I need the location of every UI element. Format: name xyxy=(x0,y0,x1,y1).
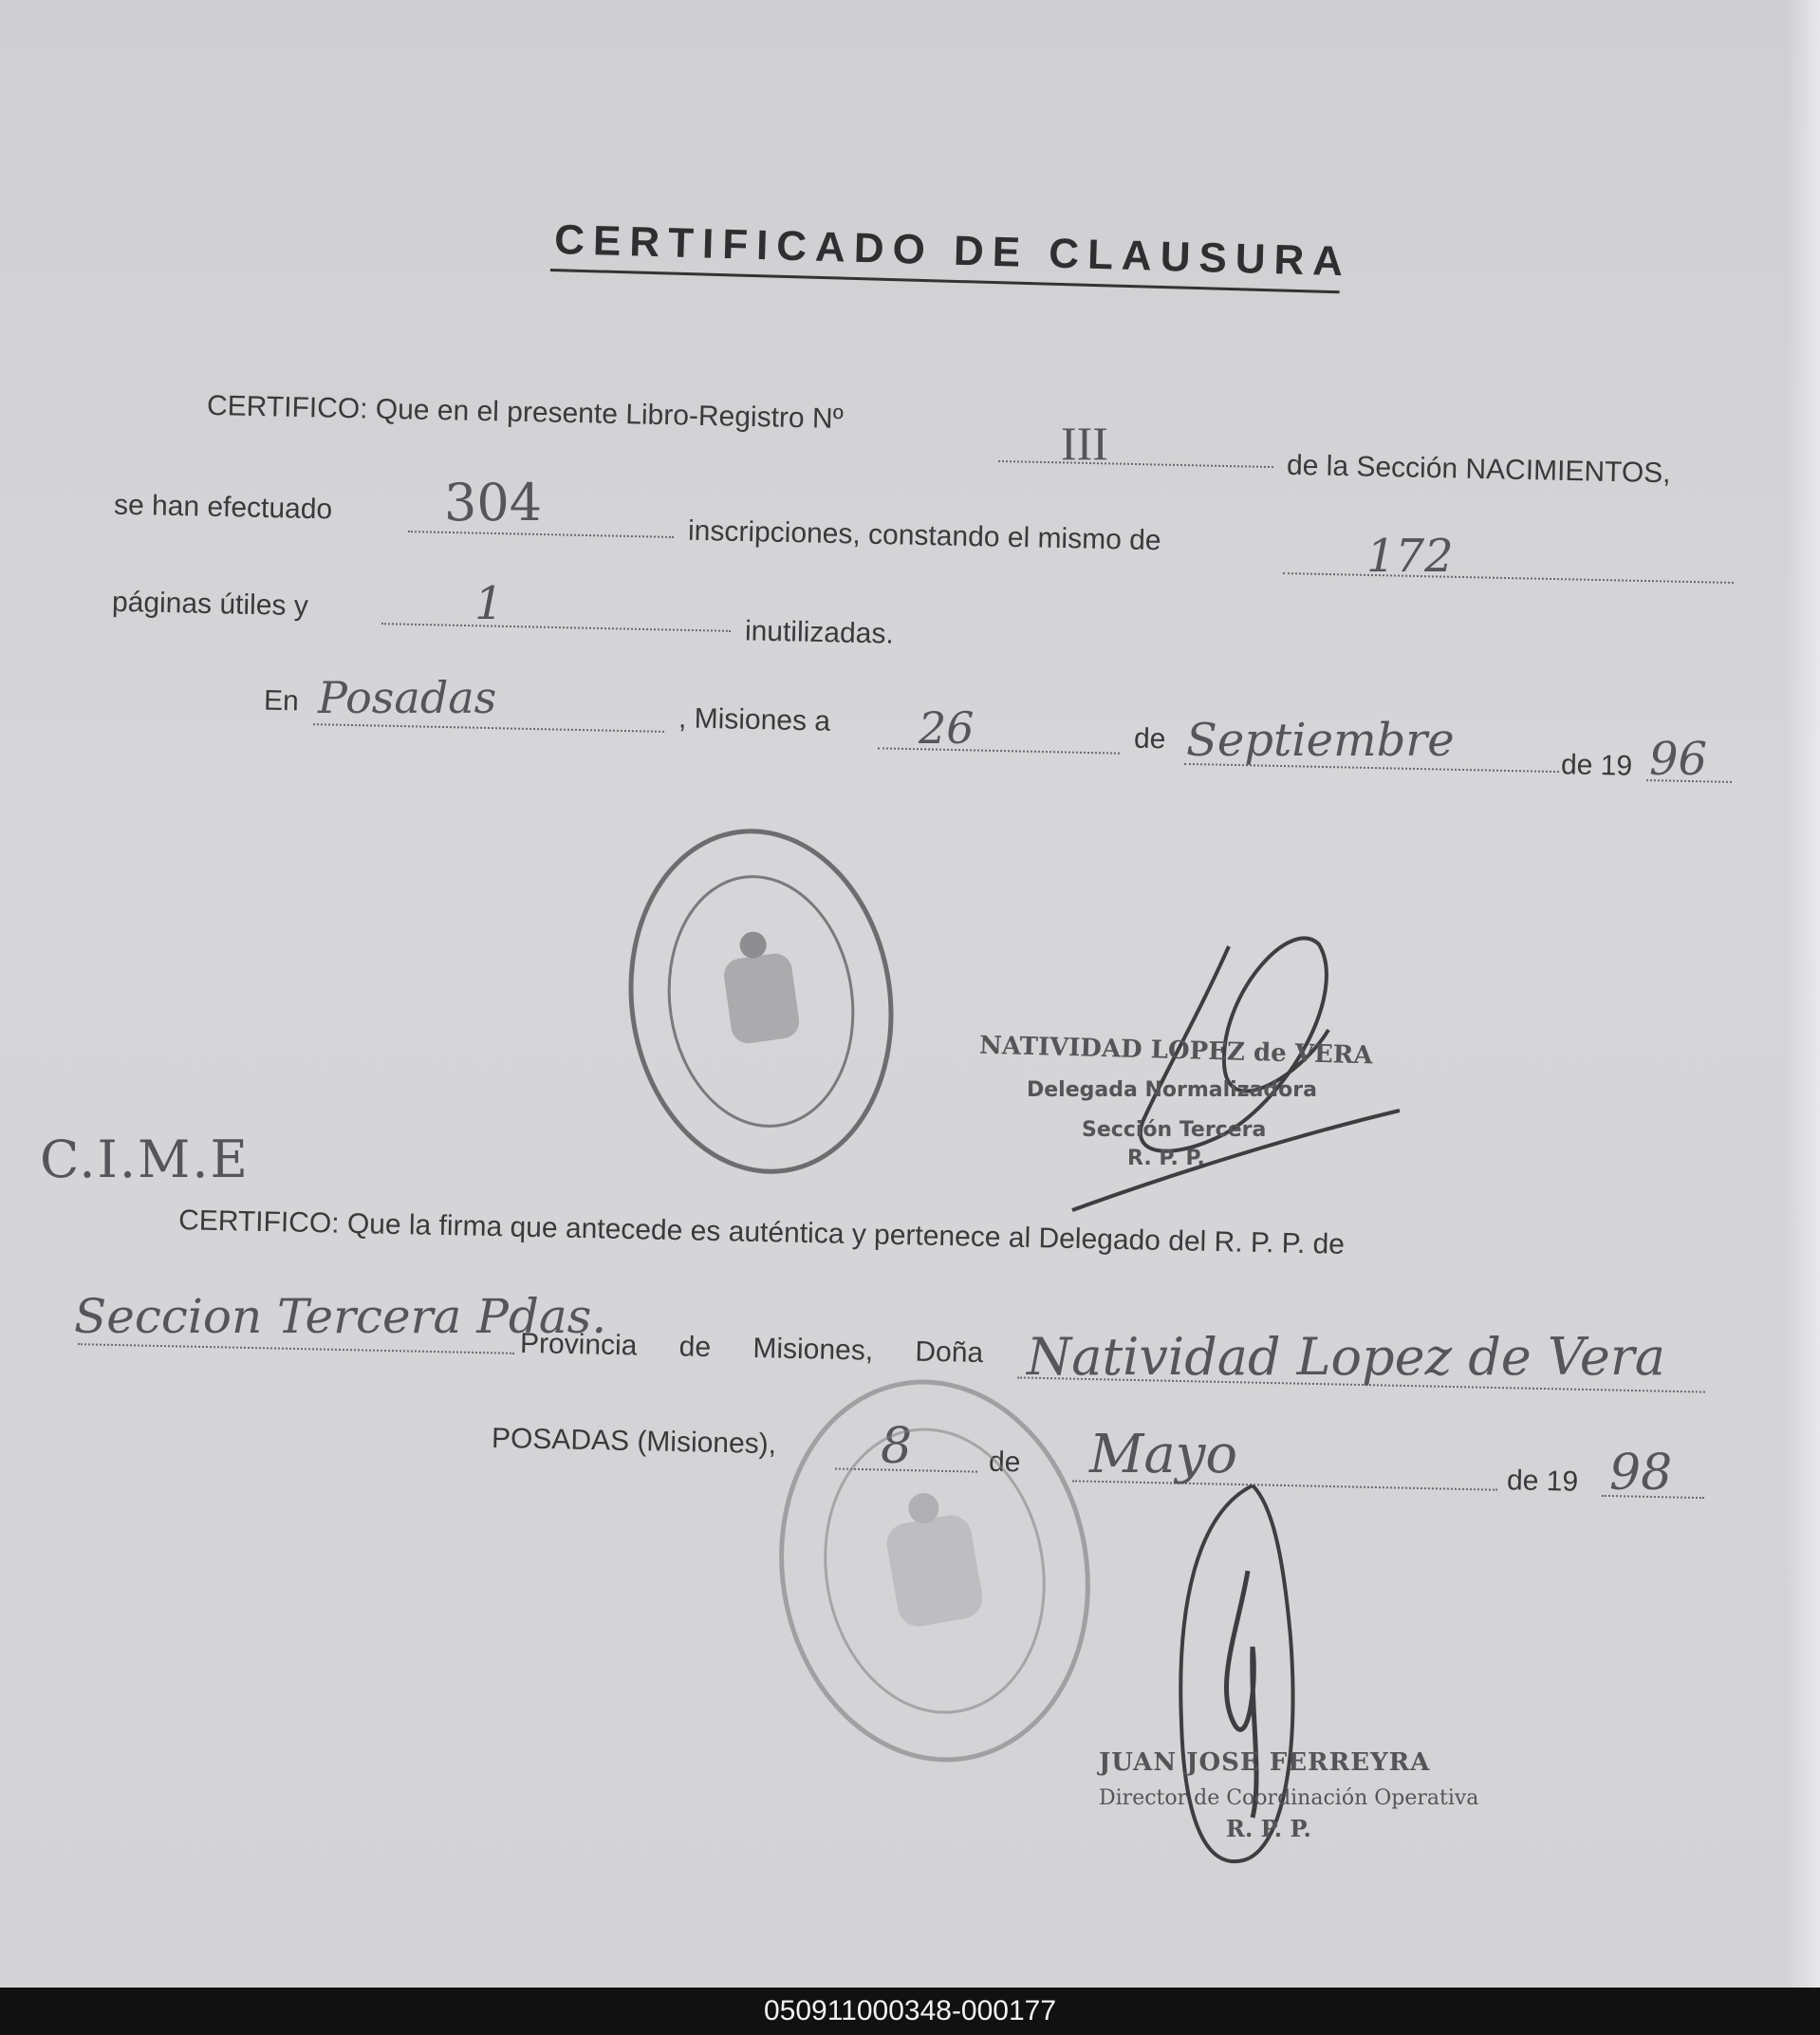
month-handwritten: Septiembre xyxy=(1186,714,1455,767)
para1-line3-suffix: inutilizadas. xyxy=(744,615,895,650)
day-handwritten-2: 8 xyxy=(881,1418,913,1475)
delegado-handwritten: Natividad Lopez de Vera xyxy=(1027,1327,1665,1387)
place-handwritten: Posadas xyxy=(318,672,497,723)
para1-line1-suffix: de la Sección NACIMIENTOS, xyxy=(1286,449,1671,490)
seccion-blank xyxy=(78,1343,514,1354)
para1-line3-prefix: páginas útiles y xyxy=(111,586,309,623)
inscripciones-handwritten: 304 xyxy=(444,473,543,532)
signatory-1-org: R. P. P. xyxy=(1127,1147,1205,1170)
registry-stamp-2 xyxy=(769,1367,1101,1775)
signatory-2-name: JUAN JOSE FERREYRA xyxy=(1099,1748,1431,1777)
signatory-2-role: Director de Coordinación Operativa xyxy=(1099,1786,1479,1810)
de-label-1: de xyxy=(1133,722,1166,756)
para2-line2-mid: Provincia de Misiones, Doña xyxy=(519,1327,984,1370)
year-handwritten-1: 96 xyxy=(1649,733,1708,786)
stamp-1-graphic xyxy=(622,821,901,1182)
de-label-2: de xyxy=(988,1446,1021,1479)
para2-place-prefix: POSADAS (Misiones), xyxy=(491,1422,777,1461)
para1-line1-blank xyxy=(998,460,1273,468)
inutilizadas-handwritten: 1 xyxy=(474,577,504,630)
signatory-1-name: NATIVIDAD LOPEZ de VERA xyxy=(978,1031,1373,1071)
registry-stamp-1 xyxy=(622,821,901,1182)
para2-line1: CERTIFICO: Que la firma que antecede es auténtica y pertenece al Delegado del R. P. P. de xyxy=(177,1204,1346,1260)
signatory-1-role: Delegada Normalizadora xyxy=(1027,1078,1317,1102)
para1-line2-mid: inscripciones, constando el mismo de xyxy=(687,514,1161,557)
year-prefix-1: de 19 xyxy=(1560,749,1633,782)
libro-numero-handwritten: III xyxy=(1061,417,1108,470)
paginas-handwritten: 172 xyxy=(1366,530,1454,583)
para2-line2-prefix: se han efectuado xyxy=(113,489,333,526)
month-handwritten-2: Mayo xyxy=(1089,1424,1238,1485)
year-handwritten-2: 98 xyxy=(1609,1445,1673,1502)
day-blank xyxy=(878,747,1120,754)
paginas-blank xyxy=(1283,572,1734,584)
signatory-1-section: Sección Tercera xyxy=(1082,1118,1267,1142)
signature-1-scribble xyxy=(1063,935,1404,1220)
place-blank xyxy=(313,723,664,733)
inutilizadas-blank xyxy=(381,623,731,632)
place-mid: , Misiones a xyxy=(678,702,831,737)
margin-note-handwritten: C.I.M.E xyxy=(40,1130,250,1189)
scan-footer-id: 050911000348-000177 xyxy=(0,1988,1820,2035)
place-prefix: En xyxy=(263,684,300,718)
para1-line1-prefix: CERTIFICO: Que en el presente Libro-Registro Nº xyxy=(206,389,844,436)
signatory-2-org: R. P. P. xyxy=(1226,1815,1311,1842)
signature-1-graphic xyxy=(1063,935,1404,1220)
year-prefix-2: de 19 xyxy=(1506,1465,1579,1498)
day-handwritten: 26 xyxy=(919,702,975,754)
document-title: CERTIFICADO DE CLAUSURA xyxy=(553,216,1352,286)
stamp-2-graphic xyxy=(769,1367,1101,1775)
seccion-handwritten: Seccion Tercera Pdas. xyxy=(74,1289,607,1344)
